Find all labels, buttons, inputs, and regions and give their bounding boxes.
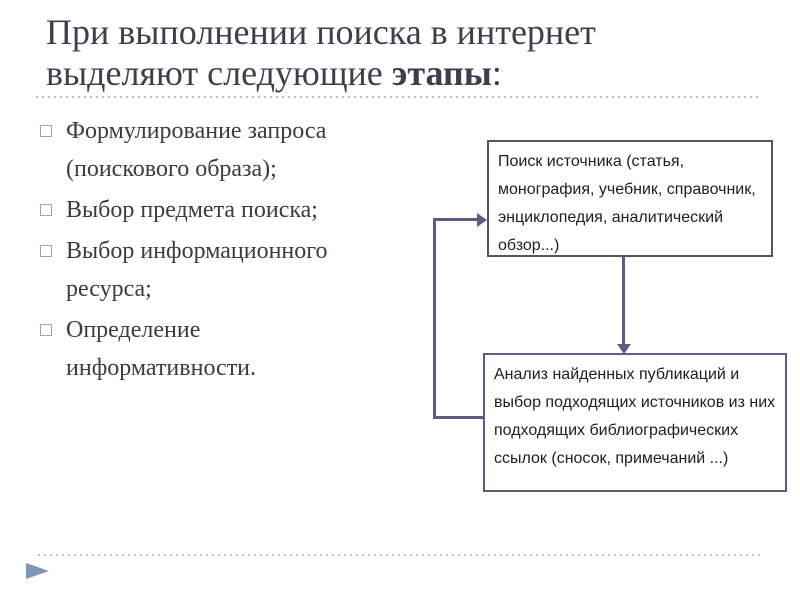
bullet-line: информативности. (66, 355, 257, 381)
bullet-text (66, 311, 256, 387)
title-divider (36, 96, 760, 98)
box-text-line: выбор подходящих источников из них (494, 394, 776, 411)
square-bullet-icon (40, 204, 52, 216)
box-text-line: обзор...) (498, 237, 560, 254)
bullet-line: Выбор предмета поиска; (66, 197, 318, 223)
box-text-line: Поиск источника (статья, (498, 153, 685, 170)
square-bullet-icon (40, 324, 52, 336)
title-emphasis: этапы (391, 53, 492, 93)
list-item (40, 232, 440, 308)
box-text-line: подходящих библиографических (494, 422, 739, 439)
square-bullet-icon (40, 125, 52, 137)
list-item (40, 311, 440, 387)
feedback-loop-bottom-line (433, 416, 483, 419)
title-line-2-prefix: выделяют следующие (46, 53, 392, 93)
square-bullet-icon (40, 245, 52, 257)
page-title (46, 12, 770, 94)
box-text-line: ссылок (сносок, примечаний ...) (494, 450, 729, 467)
source-search-box (487, 140, 773, 257)
list-item (40, 112, 440, 188)
arrow-down-icon (617, 344, 631, 354)
feedback-loop-top-line (433, 218, 477, 221)
title-line-2-suffix: : (491, 53, 502, 93)
list-item (40, 191, 440, 229)
footer-divider (38, 554, 760, 556)
analysis-box (483, 353, 787, 492)
box-text-line: энциклопедия, аналитический (498, 209, 724, 226)
connector-down-line (622, 257, 625, 345)
title-line-1: При выполнении поиска в интернет (46, 12, 596, 52)
arrow-right-icon (477, 213, 487, 227)
bullet-line: (поискового образа); (66, 156, 277, 182)
feedback-loop-vertical-line (433, 218, 436, 419)
box-text-line: монография, учебник, справочник, (498, 181, 756, 198)
bullet-line: Определение (66, 317, 201, 343)
bullet-text (66, 232, 328, 308)
bullet-list (40, 112, 440, 390)
title-line-2 (46, 53, 770, 94)
bullet-line: Формулирование запроса (66, 118, 327, 144)
bullet-line: Выбор информационного (66, 238, 328, 264)
box-text-line: Анализ найденных публикаций и (494, 366, 740, 383)
bullet-line: ресурса; (66, 276, 152, 302)
bullet-text (66, 112, 326, 188)
bullet-text (66, 191, 318, 229)
footer-arrow-icon (26, 563, 49, 579)
